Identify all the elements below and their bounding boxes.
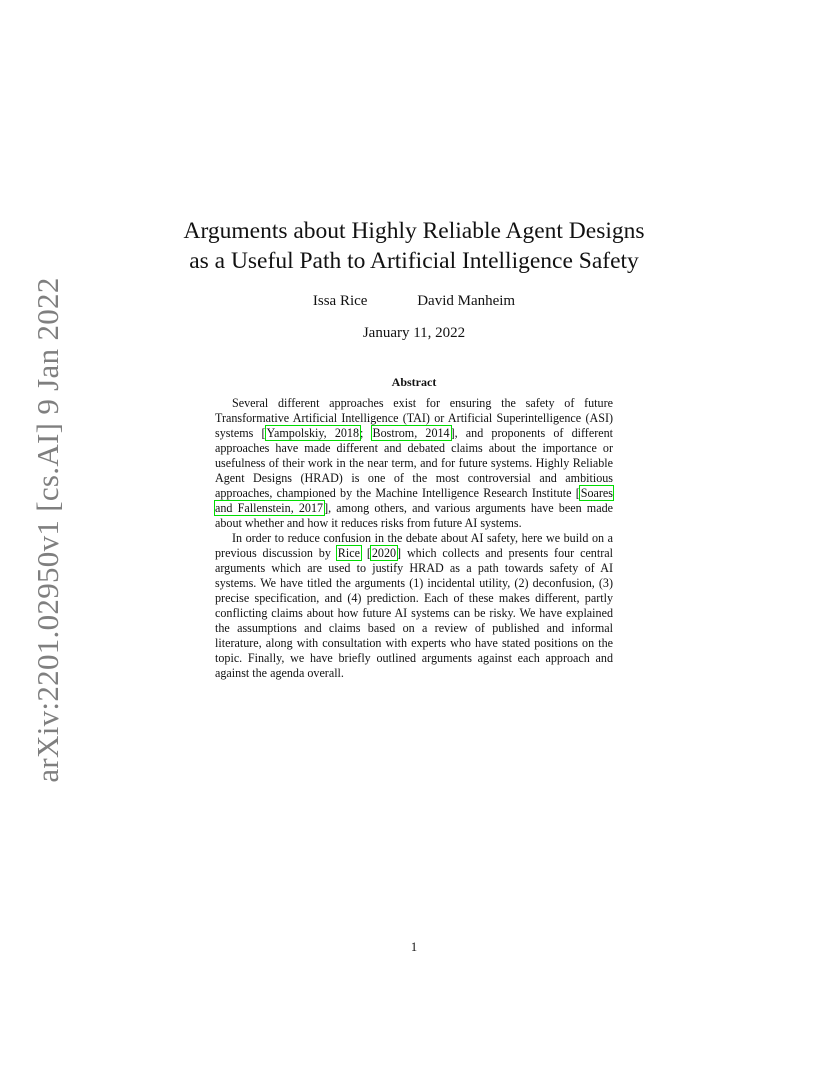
citation-link[interactable]: Bostrom, 2014 [372, 426, 450, 440]
page-number: 1 [410, 940, 418, 954]
abstract-paragraph [215, 396, 613, 531]
abstract-heading: Abstract [391, 375, 437, 389]
citation-link[interactable]: Yampolskiy, 2018 [266, 426, 360, 440]
abstract-text: ; [360, 426, 372, 440]
abstract-text: ], and proponents of different approaches have made different and debated claims about the importance or usefulness of their work in the near term, and for future systems. Highly Reliable Agent Designs (HRAD) is one of the most controversial and ambitious approaches, championed by the Machine Intelligence Research Institute [ [215, 426, 613, 500]
arxiv-identifier-stamp: arXiv:2201.02950v1 [cs.AI] 9 Jan 2022 [30, 277, 65, 783]
title-line-2: as a Useful Path to Artificial Intelligence Safety [189, 248, 639, 274]
author-name: Issa Rice [312, 293, 368, 309]
title-line-1: Arguments about Highly Reliable Agent Designs [183, 218, 645, 244]
abstract-text: In order to reduce confusion in the debate about AI safety, here we build on a previous discussion by [215, 531, 613, 560]
paper-title [0, 216, 828, 276]
citation-link[interactable]: 2020 [371, 546, 397, 560]
abstract-text: [ [360, 546, 371, 560]
abstract-text: ], among others, and various arguments have been made about whether and how it reduces risks from future AI systems. [215, 501, 613, 530]
citation-link[interactable]: Rice [337, 546, 360, 560]
author-list [0, 293, 828, 310]
abstract-paragraph [215, 531, 613, 681]
author-name: David Manheim [417, 293, 516, 309]
abstract-body [215, 396, 613, 681]
abstract-text: Several different approaches exist for ensuring the safety of future Transformative Artificial Intelligence (TAI) or Artificial Superintelligence (ASI) systems [ [215, 396, 613, 440]
citation-link[interactable]: Soares and Fallenstein, 2017 [215, 486, 613, 515]
publication-date: January 11, 2022 [362, 325, 466, 341]
abstract-text: ] which collects and presents four central arguments which are used to justify HRAD as a path towards safety of AI systems. We have titled the arguments (1) incidental utility, (2) deconfusion, (3) precise specification, and (4) prediction. Each of these makes different, partly conflicting claims about how future AI systems can be risky. We have explained the assumptions and claims based on a review of published and informal literature, along with consultation with experts who have stated positions on the topic. Finally, we have briefly outlined arguments against each approach and against the agenda overall. [215, 546, 613, 680]
